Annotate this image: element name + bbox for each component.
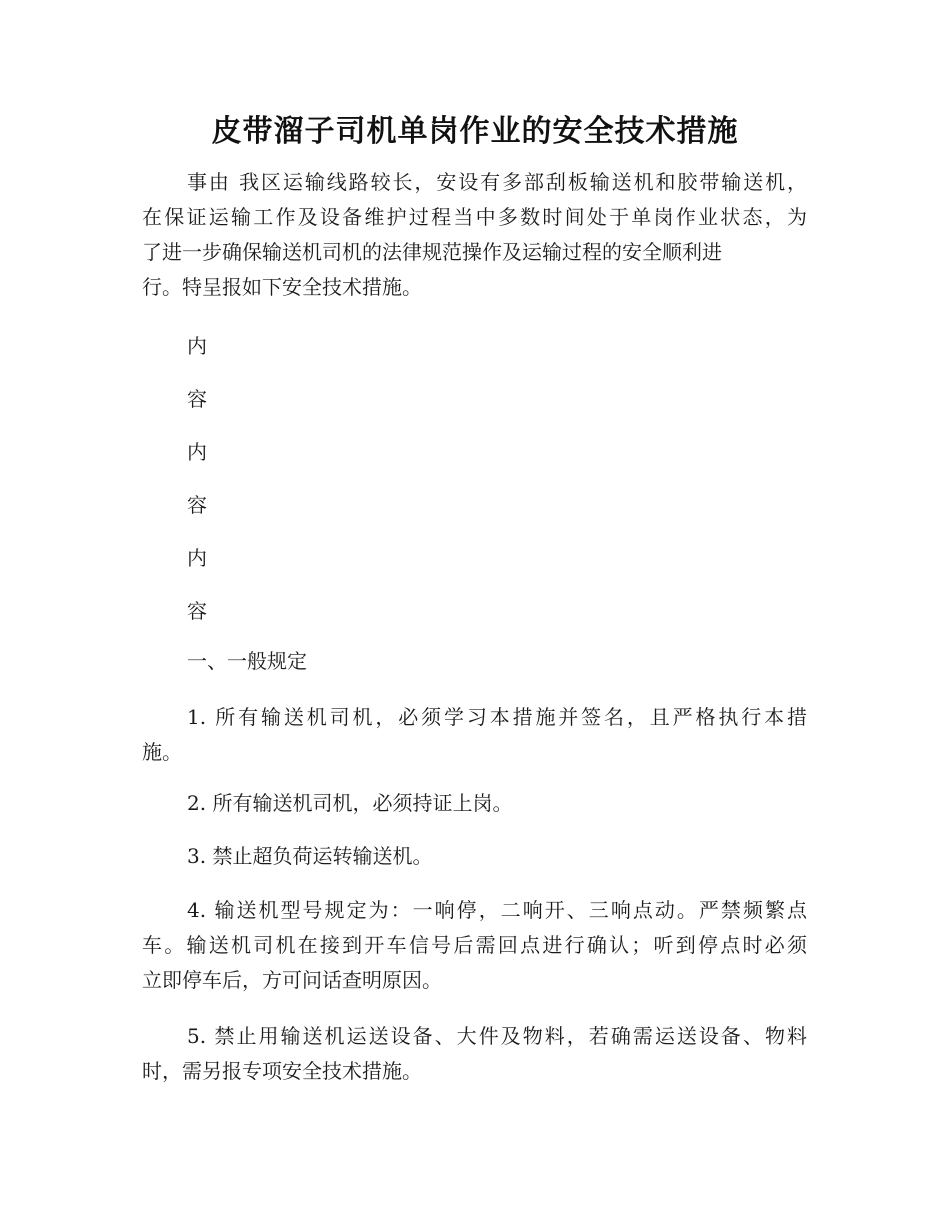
content-marker: 内 [187, 334, 207, 358]
item-line: 时，需另报专项安全技术措施。 [142, 1059, 422, 1083]
list-item-5 [142, 1019, 807, 1089]
intro-line-4: 行。特呈报如下安全技术措施。 [142, 275, 422, 299]
content-marker: 容 [187, 493, 207, 517]
intro-line-1: 事由 我区运输线路较长，安设有多部刮板输送机和胶带输送机， [187, 170, 807, 194]
list-item-4 [142, 893, 807, 998]
item-line: 施。 [142, 740, 182, 764]
item-line: 1. 所有输送机司机，必须学习本措施并签名，且严格执行本措 [187, 705, 807, 729]
document-title: 皮带溜子司机单岗作业的安全技术措施 [211, 114, 739, 149]
intro-line-3: 了进一步确保输送机司机的法律规范操作及运输过程的安全顺利进 [142, 240, 722, 264]
content-marker: 容 [187, 599, 207, 623]
content-marker: 内 [187, 546, 207, 570]
content-marker: 容 [187, 387, 207, 411]
intro-line-2: 在保证运输工作及设备维护过程当中多数时间处于单岗作业状态，为 [142, 205, 807, 229]
list-item-3: 3. 禁止超负荷运转输送机。 [187, 844, 433, 868]
item-line: 4. 输送机型号规定为：一响停，二响开、三响点动。严禁频繁点 [187, 898, 807, 922]
list-item-2: 2. 所有输送机司机，必须持证上岗。 [187, 791, 513, 815]
list-item-1 [142, 700, 807, 770]
content-marker: 内 [187, 440, 207, 464]
item-line: 车。输送机司机在接到开车信号后需回点进行确认；听到停点时必须 [142, 933, 807, 957]
section-heading: 一、一般规定 [187, 649, 307, 673]
intro-paragraph [142, 165, 807, 305]
item-line: 5. 禁止用输送机运送设备、大件及物料，若确需运送设备、物料 [187, 1024, 807, 1048]
item-line: 立即停车后，方可问话查明原因。 [142, 968, 442, 992]
